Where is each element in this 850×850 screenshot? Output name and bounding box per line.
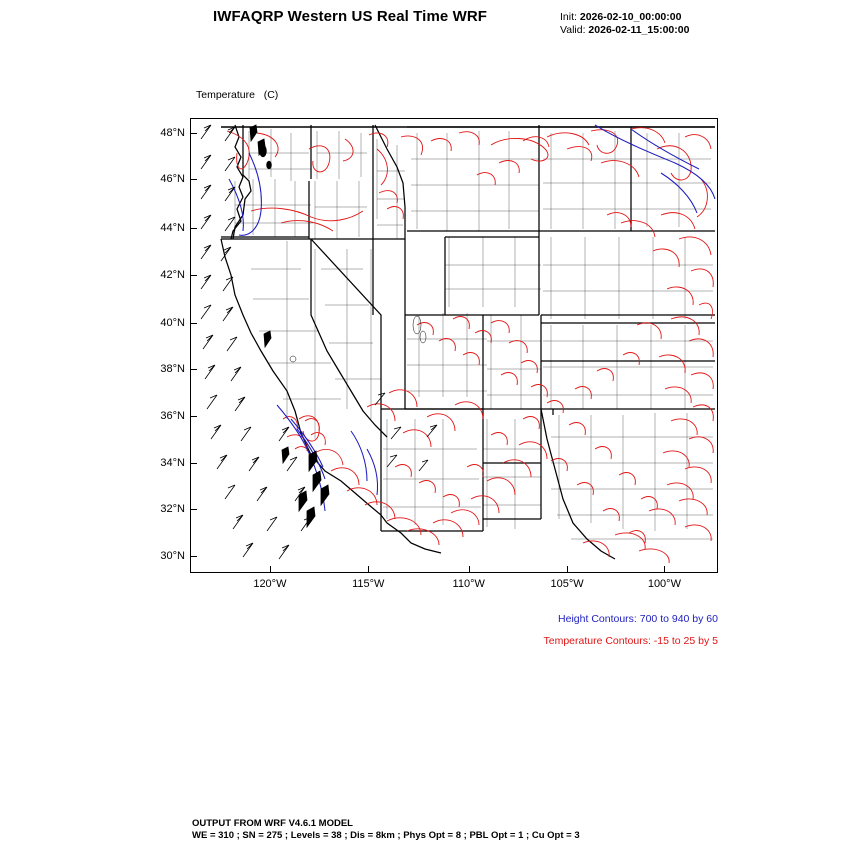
lat-label-46n: 46°N xyxy=(160,172,185,185)
lon-label-100w: 100°W xyxy=(647,578,681,590)
footer-line-2: WE = 310 ; SN = 275 ; Levels = 38 ; Dis = 8km ; Phys Opt = 8 ; PBL Opt = 1 ; Cu Opt = 3 xyxy=(192,830,580,841)
wind-barbs xyxy=(201,125,437,559)
lat-label-36n: 36°N xyxy=(160,409,185,422)
lon-label-120w: 120°W xyxy=(253,578,287,590)
model-time-block xyxy=(560,11,689,37)
lat-label-42n: 42°N xyxy=(160,269,185,282)
init-time-row xyxy=(560,11,689,24)
lon-label-105w: 105°W xyxy=(550,578,584,590)
county-boundaries xyxy=(235,129,713,539)
legend-temperature: Temperature (C) xyxy=(196,89,279,101)
lat-label-38n: 38°N xyxy=(160,363,185,376)
temperature-contour-note: Temperature Contours: -15 to 25 by 5 xyxy=(543,635,718,647)
page-title: IWFAQRP Western US Real Time WRF xyxy=(212,8,488,25)
contour-legend xyxy=(330,608,718,652)
map-canvas xyxy=(191,119,717,572)
valid-time-row xyxy=(560,24,689,37)
lat-label-30n: 30°N xyxy=(160,550,185,563)
init-value: 2026-02-10_00:00:00 xyxy=(579,11,682,23)
model-output-footer xyxy=(192,818,580,842)
lat-label-34n: 34°N xyxy=(160,457,185,470)
init-label: Init: xyxy=(560,11,577,23)
lon-label-110w: 110°W xyxy=(452,578,485,590)
map-plot-area xyxy=(160,118,718,590)
lat-label-48n: 48°N xyxy=(160,127,185,140)
height-contour-note: Height Contours: 700 to 940 by 60 xyxy=(558,613,718,625)
valid-value: 2026-02-11_15:00:00 xyxy=(588,24,690,36)
lat-label-44n: 44°N xyxy=(160,221,185,234)
lon-label-115w: 115°W xyxy=(352,578,385,590)
footer-line-1: OUTPUT FROM WRF V4.6.1 MODEL xyxy=(192,818,353,829)
lat-label-40n: 40°N xyxy=(160,316,185,329)
lat-label-32n: 32°N xyxy=(160,503,185,516)
valid-label: Valid: xyxy=(560,24,586,36)
